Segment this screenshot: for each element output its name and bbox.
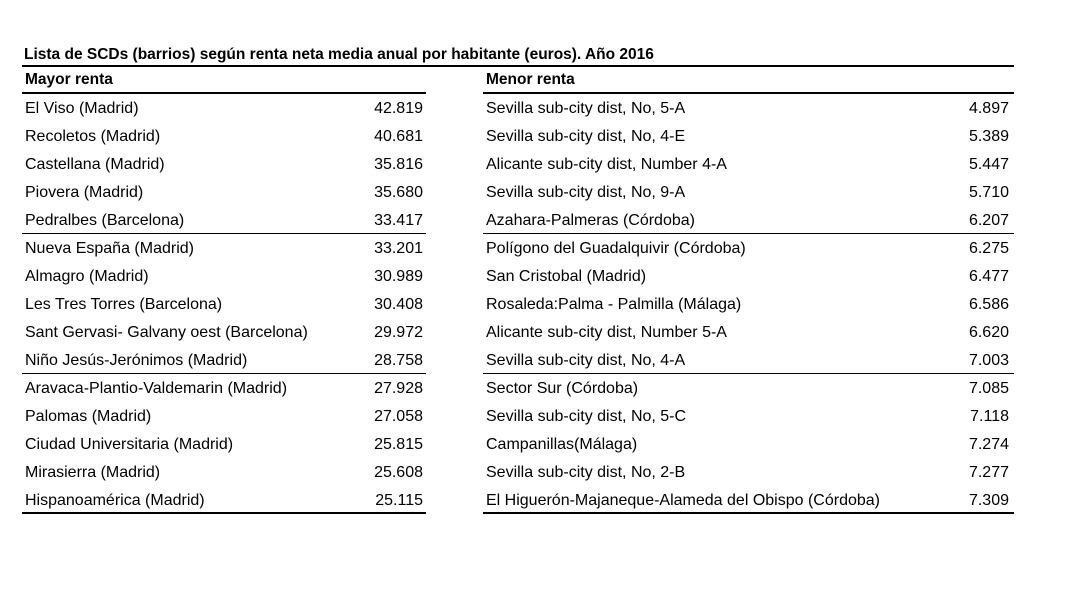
table-row [483,206,1014,234]
table-row [483,458,1014,486]
table-row [483,122,1014,150]
income-value: 7.309 [968,492,1009,509]
income-value: 5.710 [968,184,1009,201]
income-value: 7.277 [968,464,1009,481]
table-row [483,318,1014,346]
income-value: 7.118 [970,408,1009,425]
table-row [22,290,426,318]
income-value: 25.115 [375,492,423,509]
table-row [22,234,426,262]
neighborhood-name: Polígono del Guadalquivir (Córdoba) [486,240,746,257]
income-value: 35.680 [374,184,423,201]
table-row [483,402,1014,430]
neighborhood-name: Recoletos (Madrid) [25,128,161,145]
income-value: 35.816 [374,156,423,173]
income-value: 4.897 [968,100,1009,117]
income-value: 6.207 [968,212,1009,229]
neighborhood-name: Alicante sub-city dist, Number 4-A [486,156,727,173]
table-row [483,346,1014,374]
income-value: 30.408 [374,296,423,313]
income-value: 6.620 [968,324,1009,341]
income-value: 27.058 [374,408,423,425]
income-value: 6.586 [968,296,1009,313]
neighborhood-name: Sevilla sub-city dist, No, 5-A [486,100,686,117]
income-value: 25.608 [374,464,423,481]
income-value: 30.989 [374,268,423,285]
table-row [22,402,426,430]
neighborhood-name: Alicante sub-city dist, Number 5-A [486,324,727,341]
neighborhood-name: El Higuerón-Majaneque-Alameda del Obispo (Córdoba) [486,492,880,509]
neighborhood-name: Campanillas(Málaga) [486,436,638,453]
table-row [483,150,1014,178]
neighborhood-name: Ciudad Universitaria (Madrid) [25,436,234,453]
table-row [483,234,1014,262]
table-row [22,486,426,514]
table-row [22,318,426,346]
neighborhood-name: Sevilla sub-city dist, No, 9-A [486,184,686,201]
table-row [483,374,1014,402]
table-row [483,486,1014,514]
mayor-renta-heading: Mayor renta [22,67,426,94]
neighborhood-name: Sevilla sub-city dist, No, 4-E [486,128,686,145]
income-value: 33.201 [374,240,423,257]
table-row [22,122,426,150]
table-row [483,290,1014,318]
income-value: 7.085 [968,380,1009,397]
table-row [483,178,1014,206]
menor-renta-rows [483,94,1014,514]
income-value: 6.275 [968,240,1009,257]
income-value: 42.819 [374,100,423,117]
table-row [22,346,426,374]
neighborhood-name: Sevilla sub-city dist, No, 2-B [486,464,686,481]
neighborhood-name: San Cristobal (Madrid) [486,268,647,285]
mayor-renta-rows [22,94,426,514]
table-row [483,262,1014,290]
income-value: 6.477 [968,268,1009,285]
income-value: 29.972 [374,324,423,341]
neighborhood-name: Sant Gervasi- Galvany oest (Barcelona) [25,324,308,341]
table-row [22,262,426,290]
neighborhood-name: Sector Sur (Córdoba) [486,380,639,397]
menor-renta-column [483,67,1014,514]
menor-renta-heading: Menor renta [483,67,1014,94]
income-value: 40.681 [374,128,423,145]
table-row [22,458,426,486]
table-row [22,430,426,458]
neighborhood-name: Rosaleda:Palma - Palmilla (Málaga) [486,296,742,313]
table-row [22,94,426,122]
neighborhood-name: Niño Jesús-Jerónimos (Madrid) [25,352,248,369]
neighborhood-name: Aravaca-Plantio-Valdemarin (Madrid) [25,380,288,397]
table-title: Lista de SCDs (barrios) según renta neta media anual por habitante (euros). Año 2016 [24,46,654,63]
income-value: 7.274 [968,436,1009,453]
neighborhood-name: Nueva España (Madrid) [25,240,194,257]
income-value: 33.417 [374,212,423,229]
income-value: 27.928 [374,380,423,397]
table-row [22,178,426,206]
income-value: 7.003 [968,352,1009,369]
income-value: 25.815 [374,436,423,453]
table-row [22,374,426,402]
neighborhood-name: El Viso (Madrid) [25,100,139,117]
mayor-renta-column [22,67,426,514]
neighborhood-name: Piovera (Madrid) [25,184,144,201]
income-value: 5.389 [968,128,1009,145]
table-row [483,430,1014,458]
neighborhood-name: Palomas (Madrid) [25,408,152,425]
neighborhood-name: Sevilla sub-city dist, No, 4-A [486,352,686,369]
neighborhood-name: Castellana (Madrid) [25,156,165,173]
neighborhood-name: Sevilla sub-city dist, No, 5-C [486,408,687,425]
table-row [483,94,1014,122]
neighborhood-name: Hispanoamérica (Madrid) [25,492,205,509]
income-value: 5.447 [968,156,1009,173]
neighborhood-name: Mirasierra (Madrid) [25,464,161,481]
neighborhood-name: Les Tres Torres (Barcelona) [25,296,223,313]
income-value: 28.758 [374,352,423,369]
neighborhood-name: Almagro (Madrid) [25,268,149,285]
table-row [22,206,426,234]
neighborhood-name: Azahara-Palmeras (Córdoba) [486,212,695,229]
table-row [22,150,426,178]
neighborhood-name: Pedralbes (Barcelona) [25,212,185,229]
